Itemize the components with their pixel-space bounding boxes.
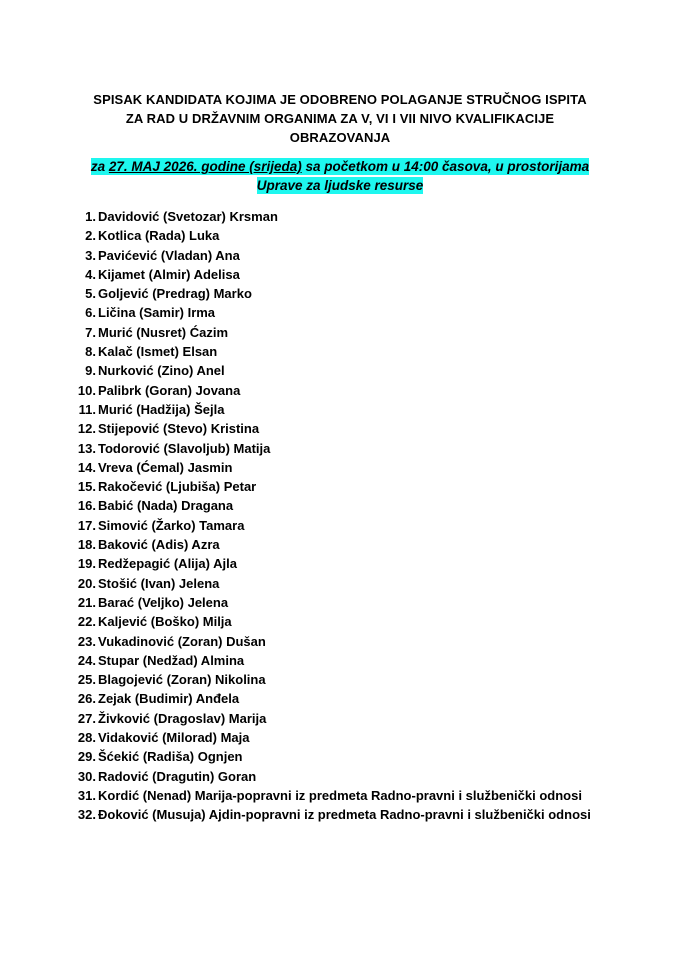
- candidate-number: 19.: [77, 556, 96, 572]
- schedule-prefix: za: [90, 159, 109, 174]
- candidate-name: Nurković (Zino) Anel: [98, 363, 225, 379]
- candidate-number: 11.: [78, 401, 96, 417]
- candidate-number: 10.: [77, 382, 96, 398]
- candidate-name: Kijamet (Almir) Adelisa: [98, 266, 240, 282]
- candidate-name: Zejak (Budimir) Anđela: [98, 691, 240, 707]
- candidate-item: [66, 709, 626, 728]
- candidate-item: [66, 419, 626, 438]
- candidate-number: 7.: [85, 324, 96, 340]
- candidate-item: [66, 728, 626, 747]
- candidate-name: Vukadinović (Zoran) Dušan: [98, 633, 266, 649]
- candidate-number: 5.: [85, 286, 96, 302]
- candidate-number: 22.: [77, 614, 96, 630]
- candidate-name: Murić (Nusret) Ćazim: [98, 324, 229, 340]
- candidate-name: Babić (Nada) Dragana: [98, 498, 234, 514]
- candidate-number: 14.: [77, 459, 96, 475]
- candidate-number: 16.: [77, 498, 96, 514]
- candidate-number: 31.: [77, 787, 96, 803]
- candidate-item: [66, 805, 626, 825]
- document-title: [60, 90, 620, 147]
- candidate-name: Kalač (Ismet) Elsan: [98, 344, 218, 360]
- candidate-name: Stošić (Ivan) Jelena: [98, 575, 220, 591]
- candidate-number: 32.: [77, 807, 96, 823]
- candidate-number: 3.: [85, 247, 96, 263]
- candidate-item: [66, 265, 626, 284]
- candidate-item: [66, 303, 626, 322]
- candidate-item: [66, 612, 626, 631]
- candidate-name: Blagojević (Zoran) Nikolina: [98, 672, 266, 688]
- candidate-item: [66, 361, 626, 380]
- candidate-item: [66, 670, 626, 689]
- candidate-name: Kotlica (Rada) Luka: [98, 228, 220, 244]
- title-line: OBRAZOVANJA: [289, 130, 391, 145]
- title-line: ZA RAD U DRŽAVNIM ORGANIMA ZA V, VI I VII NIVO KVALIFIKACIJE: [125, 111, 555, 126]
- candidate-item: [66, 786, 626, 806]
- candidate-item: [66, 458, 626, 477]
- candidate-list: [66, 207, 626, 825]
- candidate-item: [66, 207, 626, 226]
- candidate-item: [66, 381, 626, 400]
- candidate-name: Kordić (Nenad) Marija-popravni iz predmeta Radno-pravni i službenički odnosi: [98, 787, 582, 803]
- schedule-line-1: [91, 158, 589, 175]
- candidate-item: [66, 477, 626, 496]
- candidate-name: Barać (Veljko) Jelena: [98, 594, 229, 610]
- candidate-number: 23.: [77, 633, 96, 649]
- candidate-number: 2.: [85, 228, 96, 244]
- candidate-number: 1.: [85, 209, 96, 224]
- candidate-name: Goljević (Predrag) Marko: [98, 286, 252, 302]
- candidate-number: 17.: [77, 517, 96, 533]
- candidate-name: Đoković (Musuja) Ajdin-popravni iz predmeta Radno-pravni i službenički odnosi: [98, 807, 591, 823]
- candidate-name: Šćekić (Radiša) Ognjen: [98, 749, 243, 765]
- candidate-number: 18.: [77, 537, 96, 553]
- schedule-line-2: Uprave za ljudske resurse: [256, 178, 424, 193]
- candidate-name: Simović (Žarko) Tamara: [98, 517, 245, 533]
- candidate-name: Stupar (Nedžad) Almina: [98, 652, 245, 668]
- candidate-name: Kaljević (Boško) Milja: [98, 614, 232, 630]
- candidate-item: [66, 284, 626, 303]
- candidate-number: 28.: [77, 730, 96, 746]
- candidate-item: [66, 574, 626, 593]
- candidate-item: [66, 689, 626, 708]
- candidate-name: Stijepović (Stevo) Kristina: [98, 421, 260, 437]
- candidate-name: Todorović (Slavoljub) Matija: [98, 440, 271, 456]
- candidate-number: 12.: [77, 421, 96, 437]
- candidate-number: 15.: [77, 479, 96, 495]
- candidate-item: [66, 226, 626, 245]
- candidate-number: 24.: [77, 652, 96, 668]
- candidate-name: Vreva (Ćemal) Jasmin: [98, 459, 233, 475]
- candidate-number: 20.: [77, 575, 96, 591]
- candidate-name: Redžepagić (Alija) Ajla: [98, 556, 237, 572]
- exam-schedule: [60, 157, 620, 195]
- candidate-number: 30.: [77, 768, 96, 784]
- candidate-name: Vidaković (Milorad) Maja: [98, 730, 250, 746]
- candidate-item: [66, 747, 626, 766]
- candidate-item: [66, 651, 626, 670]
- candidate-item: [66, 516, 626, 535]
- candidate-number: 26.: [77, 691, 96, 707]
- candidate-name: Baković (Adis) Azra: [98, 537, 220, 553]
- candidate-number: 6.: [85, 305, 96, 321]
- candidate-item: [66, 400, 626, 419]
- schedule-time-location: sa početkom u 14:00 časova, u prostorijama: [301, 159, 590, 174]
- candidate-name: Pavićević (Vladan) Ana: [98, 247, 240, 263]
- candidate-number: 4.: [85, 266, 96, 282]
- exam-date: 27. MAJ 2026. godine (srijeda): [108, 159, 302, 174]
- candidate-name: Murić (Hadžija) Šejla: [98, 401, 225, 417]
- candidate-item: [66, 323, 626, 342]
- candidate-name: Radović (Dragutin) Goran: [98, 768, 257, 784]
- candidate-item: [66, 246, 626, 265]
- title-line: SPISAK KANDIDATA KOJIMA JE ODOBRENO POLAGANJE STRUČNOG ISPITA: [93, 92, 587, 107]
- candidate-item: [66, 554, 626, 573]
- candidate-item: [66, 439, 626, 458]
- candidate-name: Ličina (Samir) Irma: [98, 305, 216, 321]
- candidate-name: Davidović (Svetozar) Krsman: [98, 209, 278, 224]
- candidate-number: 25.: [77, 672, 96, 688]
- candidate-number: 21.: [77, 594, 96, 610]
- candidate-item: [66, 767, 626, 786]
- candidate-name: Rakočević (Ljubiša) Petar: [98, 479, 257, 495]
- candidate-number: 9.: [85, 363, 96, 379]
- candidate-number: 27.: [77, 710, 96, 726]
- candidate-item: [66, 496, 626, 515]
- candidate-item: [66, 535, 626, 554]
- candidate-number: 13.: [77, 440, 96, 456]
- candidate-name: Živković (Dragoslav) Marija: [98, 710, 267, 726]
- candidate-item: [66, 342, 626, 361]
- candidate-item: [66, 632, 626, 651]
- candidate-number: 29.: [77, 749, 96, 765]
- candidate-item: [66, 593, 626, 612]
- candidate-number: 8.: [85, 344, 96, 360]
- candidate-name: Palibrk (Goran) Jovana: [98, 382, 241, 398]
